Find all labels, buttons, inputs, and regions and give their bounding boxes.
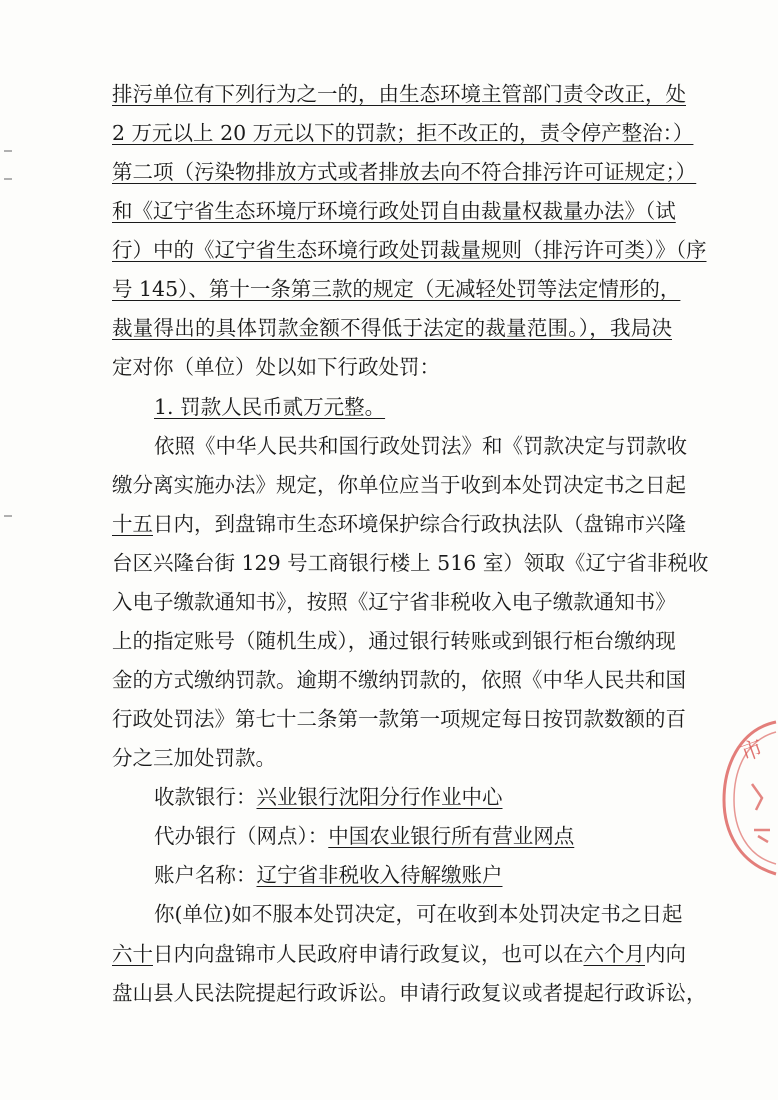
text-line: 台区兴隆台街 129 号工商银行楼上 516 室）领取《辽宁省非税收	[112, 551, 709, 575]
text-line: 行政处罚法》第七十二条第一款第一项规定每日按罚款数额的百	[112, 707, 686, 731]
penalty-item-text: 1. 罚款人民币贰万元整。	[154, 395, 386, 419]
text-line: 定对你（单位）处以如下行政处罚：	[112, 355, 440, 379]
penalty-item	[154, 393, 672, 421]
collect-bank-label: 收款银行：	[154, 785, 257, 809]
official-seal-stamp	[718, 718, 778, 878]
text-span: 日内，到盘锦市生态环境保护综合行政执法队（盘锦市兴隆	[153, 512, 686, 536]
text-line-underlined: 裁量得出的具体罚款金额不得低于法定的裁量范围。），我局决	[112, 316, 672, 340]
scan-artifact	[4, 150, 12, 152]
text-line: 缴分离实施办法》规定，你单位应当于收到本处罚决定书之日起	[112, 473, 686, 497]
text-line	[112, 940, 686, 968]
text-line: 上的指定账号（随机生成），通过银行转账或到银行柜台缴纳现	[112, 629, 676, 653]
text-line: 盘山县人民法院提起行政诉讼。申请行政复议或者提起行政诉讼，	[112, 981, 707, 1005]
text-line	[112, 510, 686, 538]
text-line: 金的方式缴纳罚款。逾期不缴纳罚款的，依照《中华人民共和国	[112, 668, 686, 692]
text-line: 号 145）、第十一条第三款的规定（无减轻处罚等法定情形的，	[112, 277, 681, 301]
scan-artifact	[4, 178, 12, 180]
account-name-label: 账户名称：	[154, 863, 257, 887]
text-line: 依照《中华人民共和国行政处罚法》和《罚款决定与罚款收	[154, 434, 687, 458]
text-line	[112, 314, 672, 342]
text-line: 第二项（污染物排放方式或者排放去向不符合排污许可证规定；）	[112, 160, 697, 184]
deadline-days: 十五	[112, 512, 153, 536]
text-line: 2 万元以上 20 万元以下的罚款；拒不改正的，责令停产整治：）	[112, 121, 694, 145]
agent-bank-label: 代办银行（网点）：	[154, 824, 329, 848]
scan-artifact	[4, 515, 12, 517]
text-line: 入电子缴款通知书》，按照《辽宁省非税收入电子缴款通知书》	[112, 590, 676, 614]
text-span: 日内向盘锦市人民政府申请行政复议，也可以在	[153, 942, 584, 966]
text-line: 你(单位)如不服本处罚决定，可在收到本处罚决定书之日起	[154, 902, 683, 926]
seal-character: 市	[737, 735, 767, 767]
text-line: 和《辽宁省生态环境厅环境行政处罚自由裁量权裁量办法》（试	[112, 199, 676, 223]
text-line: 分之三加处罚款。	[112, 746, 276, 770]
text-line: 排污单位有下列行为之一的，由生态环境主管部门责令改正，处	[112, 82, 686, 106]
lawsuit-period: 六个月	[583, 942, 645, 966]
collect-bank-line	[154, 783, 672, 811]
appeal-days: 六十	[112, 942, 153, 966]
account-name-line	[154, 861, 672, 889]
agent-bank-line	[154, 822, 672, 850]
text-line: 行）中的《辽宁省生态环境行政处罚裁量规则（排污许可类）》（序	[112, 238, 707, 262]
agent-bank-value: 中国农业银行所有营业网点	[328, 824, 575, 848]
collect-bank-value: 兴业银行沈阳分行作业中心	[256, 785, 503, 809]
text-span: 内向	[645, 942, 686, 966]
account-name-value: 辽宁省非税收入待解缴账户	[256, 863, 503, 887]
